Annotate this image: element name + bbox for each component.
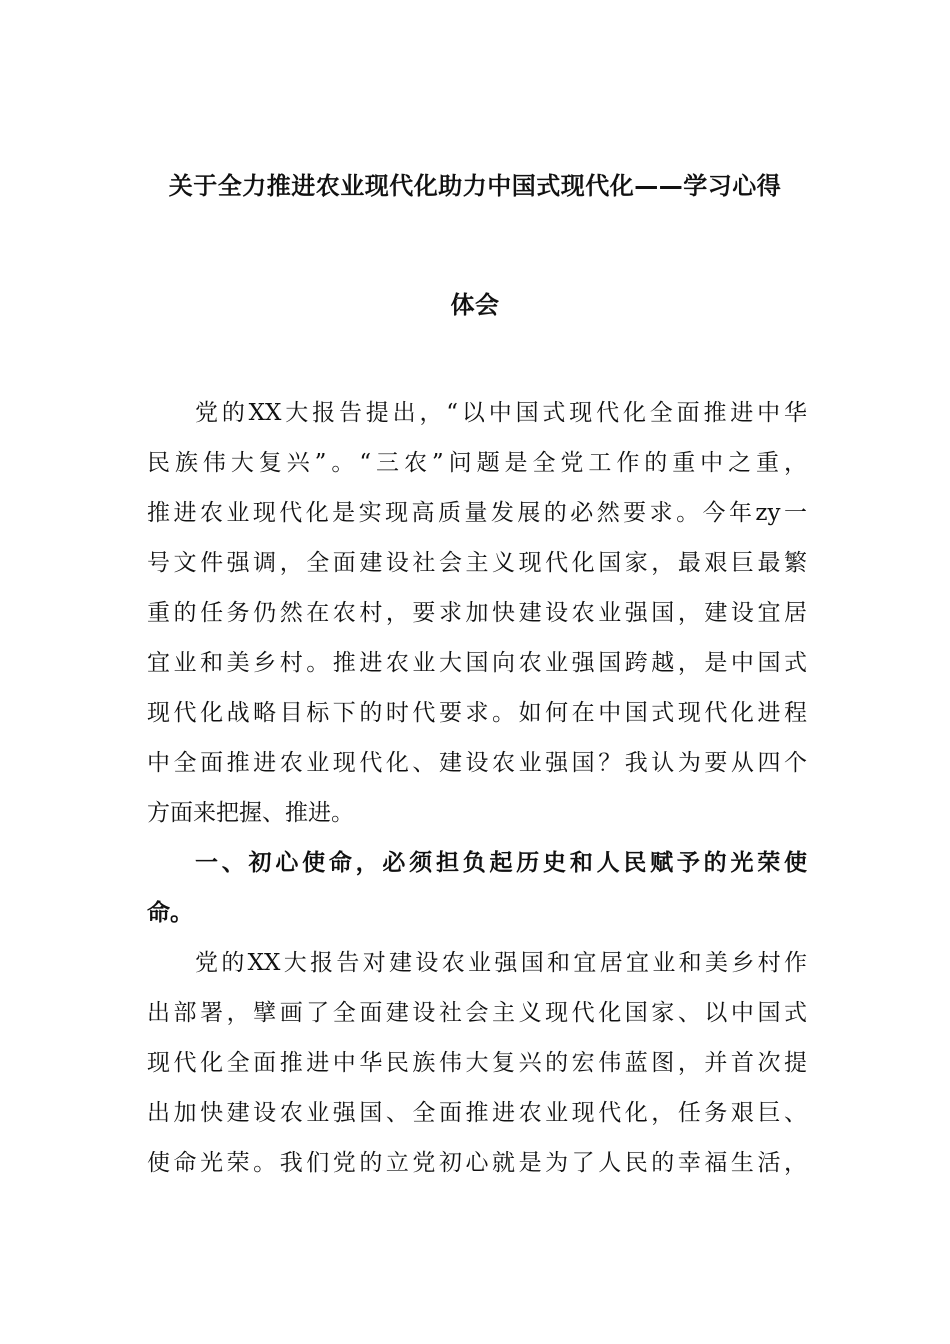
- paragraph-2-line-4: 出加快建设农业强国、全面推进农业现代化，任务艰巨、: [147, 1100, 807, 1126]
- section-heading-1-line-2: 命。: [147, 900, 193, 926]
- title-line-2: 体会: [450, 291, 500, 319]
- paragraph-2-line-2: 出部署，擘画了全面建设社会主义现代化国家、以中国式: [147, 1000, 807, 1026]
- paragraph-1-line-7: 现代化战略目标下的时代要求。如何在中国式现代化进程: [147, 700, 807, 726]
- paragraph-1-line-4: 号文件强调，全面建设社会主义现代化国家，最艰巨最繁: [147, 550, 807, 576]
- paragraph-2-line-3: 现代化全面推进中华民族伟大复兴的宏伟蓝图，并首次提: [147, 1050, 807, 1076]
- paragraph-1-line-5: 重的任务仍然在农村，要求加快建设农业强国，建设宜居: [147, 600, 807, 626]
- paragraph-2-line-1: 党的XX大报告对建设农业强国和宜居宜业和美乡村作: [195, 950, 807, 976]
- paragraph-1-line-1: 党的XX大报告提出，“以中国式现代化全面推进中华: [195, 400, 807, 426]
- paragraph-1-line-9: 方面来把握、推进。: [147, 800, 354, 826]
- paragraph-1-line-2: 民族伟大复兴”。“三农”问题是全党工作的重中之重，: [147, 450, 807, 476]
- paragraph-1-line-8: 中全面推进农业现代化、建设农业强国？我认为要从四个: [147, 750, 807, 776]
- paragraph-1-line-3: 推进农业现代化是实现高质量发展的必然要求。今年zy一: [147, 500, 807, 526]
- paragraph-2-line-5: 使命光荣。我们党的立党初心就是为了人民的幸福生活，: [147, 1150, 807, 1176]
- paragraph-1-line-6: 宜业和美乡村。推进农业大国向农业强国跨越，是中国式: [147, 650, 807, 676]
- title-line-1: 关于全力推进农业现代化助力中国式现代化——学习心得: [168, 172, 782, 200]
- section-heading-1-line-1: 一、初心使命，必须担负起历史和人民赋予的光荣使: [195, 850, 807, 876]
